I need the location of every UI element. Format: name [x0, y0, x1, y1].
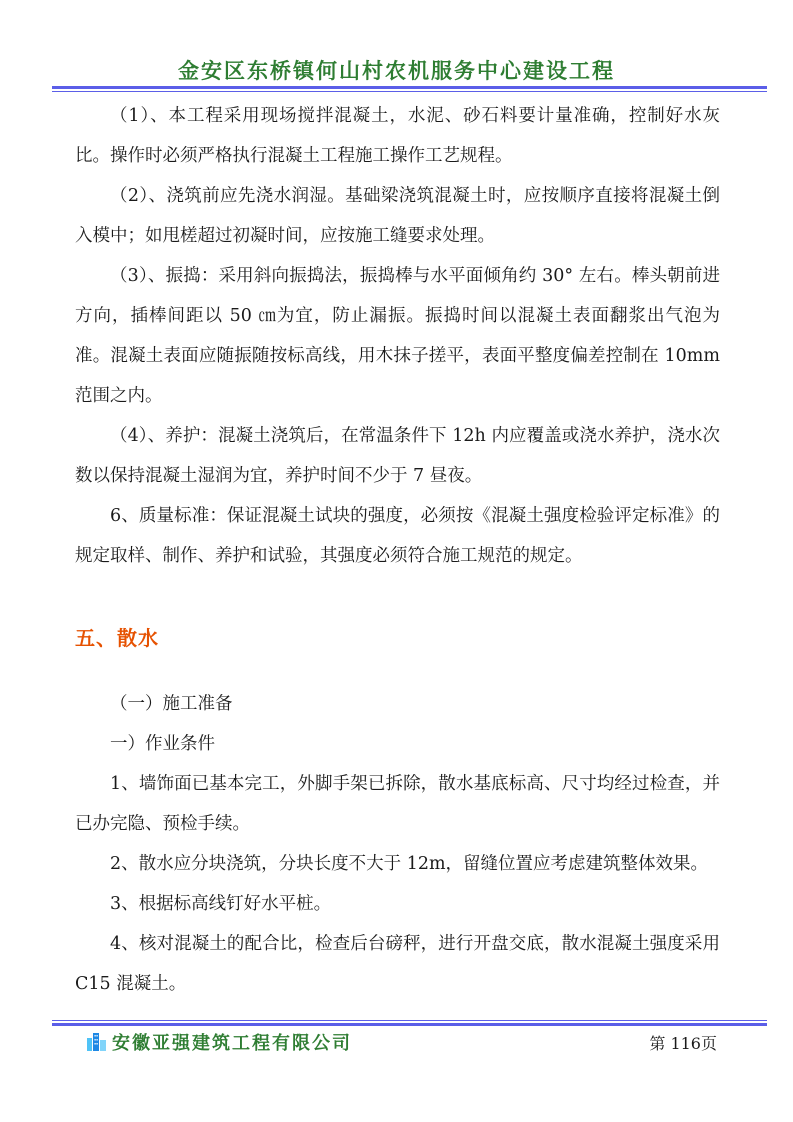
footer-company-name: 安徽亚强建筑工程有限公司: [112, 1033, 352, 1054]
paragraph-curing: （4）、养护：混凝土浇筑后，在常温条件下 12h 内应覆盖或浇水养护，浇水次数以保持混凝土湿润为宜，养护时间不少于 7 昼夜。: [75, 426, 720, 486]
subheading-preparation: （一）施工准备: [110, 694, 233, 714]
footer-page-number: 第 116页: [649, 1034, 717, 1053]
header-rule-thick: [52, 86, 767, 89]
footer-rule-thick: [52, 1023, 767, 1026]
document-header-title: 金安区东桥镇何山村农机服务中心建设工程: [178, 59, 615, 83]
header-rule-thin: [52, 91, 767, 92]
list-item: 2、散水应分块浇筑，分块长度不大于 12m，留缝位置应考虑建筑整体效果。: [110, 854, 709, 874]
paragraph-concrete-mixing: （1）、本工程采用现场搅拌混凝土，水泥、砂石料要计量准确，控制好水灰比。操作时必须严格执行混凝土工程施工操作工艺规程。: [75, 106, 720, 166]
document-body: [75, 96, 720, 1004]
section-heading-apron: 五、散水: [75, 626, 159, 650]
paragraph-vibrating: （3）、振捣：采用斜向振捣法，振捣棒与水平面倾角约 30° 左右。棒头朝前进方向，插棒间距以 50 ㎝为宜，防止漏振。振捣时间以混凝土表面翻浆出气泡为准。混凝土表面应随振随按标高线，用木抹子搓平，表面平整度偏差控制在 10mm 范围之内。: [75, 266, 720, 406]
building-logo-icon: [86, 1030, 108, 1052]
list-item: 3、根据标高线钉好水平桩。: [110, 894, 332, 914]
paragraph-pouring: （2）、浇筑前应先浇水润湿。基础梁浇筑混凝土时，应按顺序直接将混凝土倒入模中；如甩槎超过初凝时间，应按施工缝要求处理。: [75, 186, 720, 246]
footer-rule-thin: [52, 1020, 767, 1021]
subheading-work-conditions: 一）作业条件: [110, 734, 215, 754]
list-item: 4、核对混凝土的配合比，检查后台磅秤，进行开盘交底，散水混凝土强度采用 C15 混凝土。: [75, 934, 720, 994]
paragraph-quality-standard: 6、质量标准：保证混凝土试块的强度，必须按《混凝土强度检验评定标准》的规定取样、制作、养护和试验，其强度必须符合施工规范的规定。: [75, 506, 720, 566]
list-item: 1、墙饰面已基本完工，外脚手架已拆除，散水基底标高、尺寸均经过检查，并已办完隐、预检手续。: [75, 774, 720, 834]
